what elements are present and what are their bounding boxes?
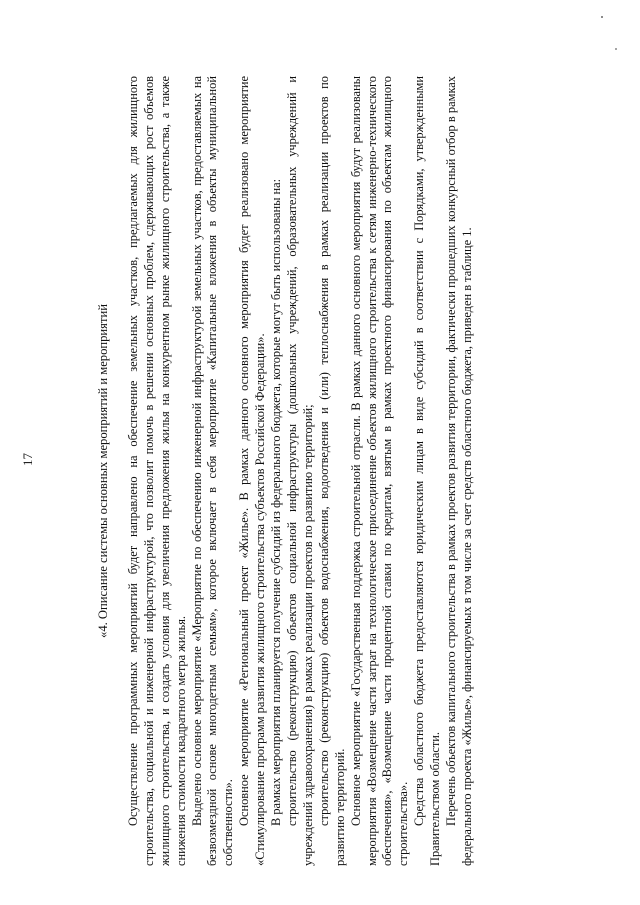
paragraph: Выделено основное мероприятие «Мероприятие по обеспечению инженерной инфраструктурой земельных участков, предоставляемых на безвозмездной основе многодетным семьям», которое включает в себя мероприятие «Капитальные вложения в объекты муниципальной собственности». xyxy=(189,76,236,866)
paragraph: В рамках мероприятия планируется получение субсидий из федерального бюджета, которые могут быть использованы на: xyxy=(269,178,284,826)
section-heading: «4. Описание системы основных мероприятий и мероприятий xyxy=(96,304,110,638)
scan-speck xyxy=(615,48,617,50)
paragraph: Основное мероприятие «Государственная поддержка строительной отрасли. В рамках данного основного мероприятия будут реализованы мероприятия «Возмещение части затрат на технологическое присоединение объектов жилищного строительства к сетям инженерно-технического обеспечения», «Возмещение части процентной ставки по кредитам, взятым в рамках проектного финансирования по объектам жилищного строительства». xyxy=(348,76,411,866)
scan-speck xyxy=(601,16,603,18)
paragraph: Перечень объектов капитального строительства в рамках проектов развития территории, фактически прошедших конкурсный отбор в рамках федерального проекта «Жилье», финансируемых в том числе за счет средств областного бюджета, приведен в таблице 1. xyxy=(444,76,474,866)
paragraph: Средства областного бюджета предоставляются юридическим лицам в виде субсидий в соответствии с Порядками, утвержденными Правительством области. xyxy=(412,76,443,866)
paragraph: строительство (реконструкцию) объектов социальной инфраструктуры (дошкольных учреждений, образовательных учреждений и учреждений здравоохранения) в рамках реализации проектов по развитию территорий; xyxy=(284,76,315,866)
paragraph: строительство (реконструкцию) объектов водоснабжения, водоотведения и (или) теплоснабжения в рамках реализации проектов по развитию территорий. xyxy=(316,76,347,866)
page-number: 17 xyxy=(20,453,35,466)
page-number-wrap xyxy=(10,452,35,472)
rotated-text-block xyxy=(96,76,536,866)
paragraph: Осуществление программных мероприятий будет направлено на обеспечение земельных участков, предлагаемых для жилищного строительства, социальной и инженерной инфраструктурой, что позволит помочь в решении основных проблем, сдерживающих рост объемов жилищного строительства, и создать условия для увеличения предложения жилья на конкурентном рынке жилищного строительства, а также снижения стоимости квадратного метра жилья. xyxy=(125,76,188,866)
paragraph: Основное мероприятие «Региональный проект «Жилье». В рамках данного основного мероприятия будет реализовано мероприятие «Стимулирование программ развития жилищного строительства субъектов Российской Федерации». xyxy=(237,76,268,866)
